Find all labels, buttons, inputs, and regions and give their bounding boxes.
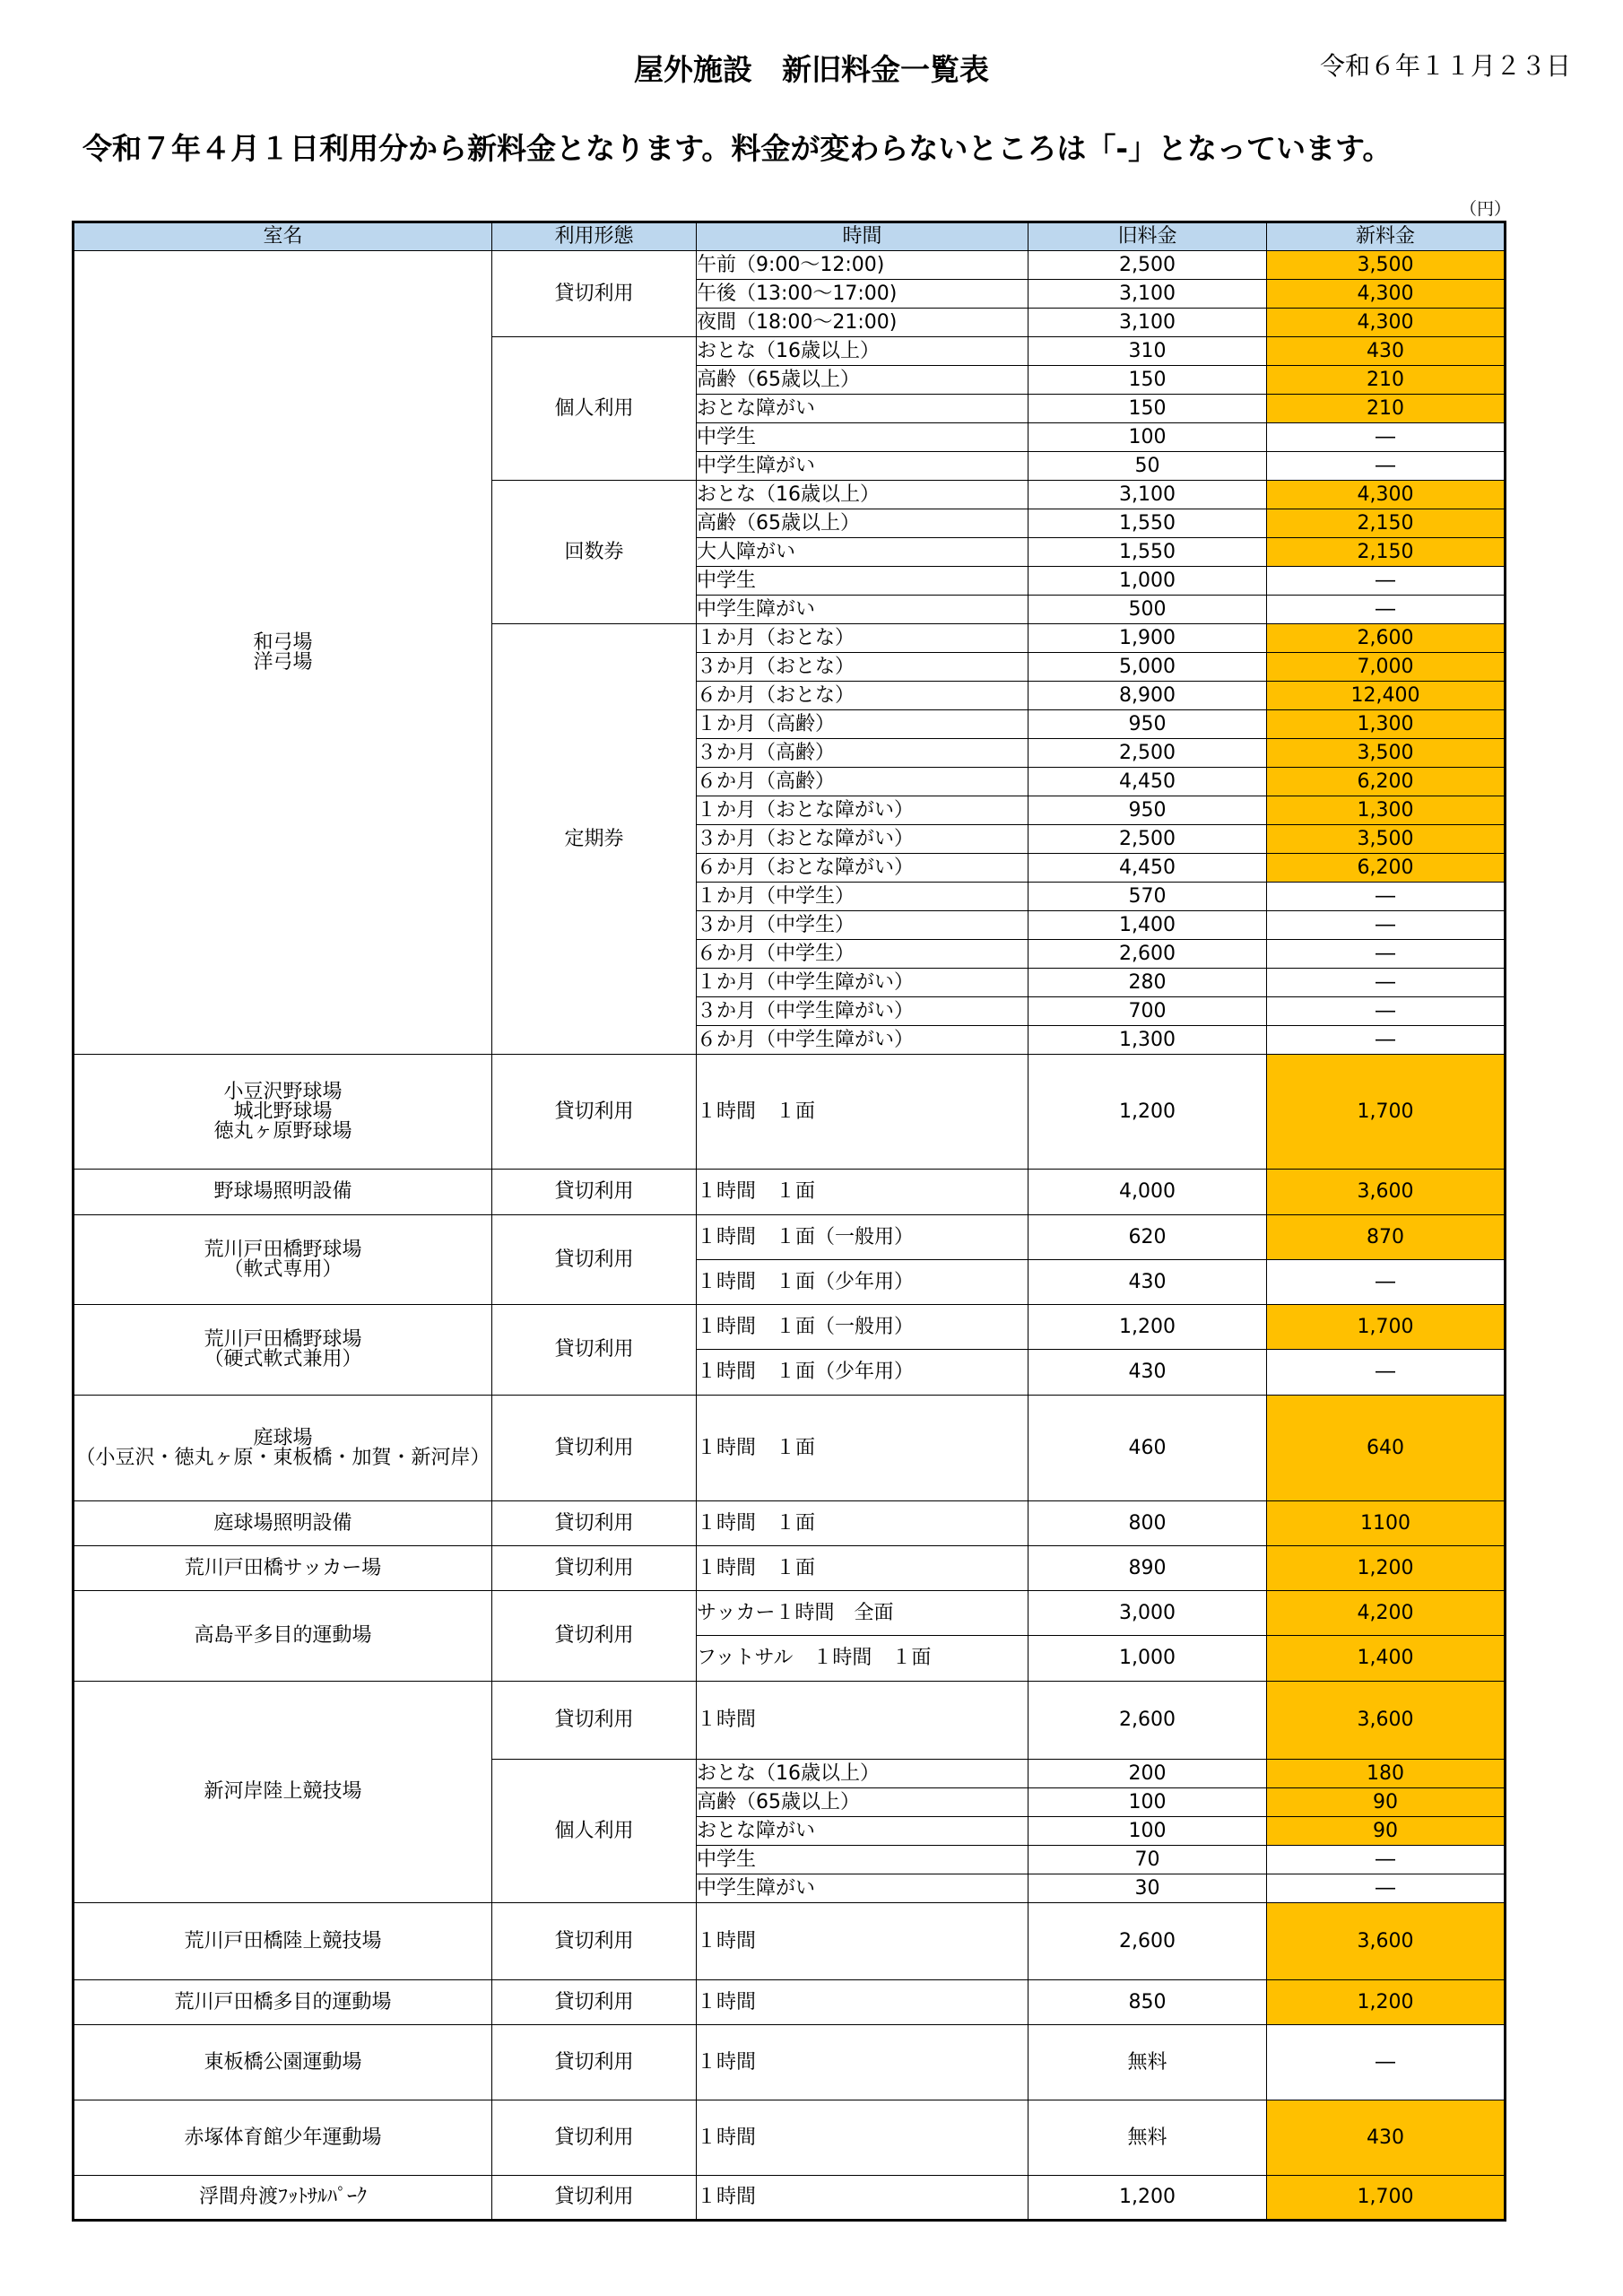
new-fee-cell: 3,600 — [1267, 1170, 1506, 1215]
new-fee-cell: 1,300 — [1267, 710, 1506, 739]
old-fee-cell: 890 — [1028, 1546, 1267, 1591]
old-fee-cell: 2,600 — [1028, 1682, 1267, 1760]
time-cell: １時間 — [697, 1682, 1028, 1760]
old-fee-cell: 70 — [1028, 1846, 1267, 1874]
old-fee-cell: 200 — [1028, 1760, 1267, 1788]
room-name-cell: 荒川戸田橋多目的運動場 — [74, 1980, 492, 2025]
new-fee-cell: 7,000 — [1267, 653, 1506, 682]
new-fee-cell: 1100 — [1267, 1501, 1506, 1546]
time-cell: １時間 １面 — [697, 1055, 1028, 1170]
old-fee-cell: 2,500 — [1028, 825, 1267, 854]
column-header-room: 室名 — [74, 222, 492, 251]
old-fee-cell: 500 — [1028, 596, 1267, 624]
old-fee-cell: 1,000 — [1028, 567, 1267, 596]
new-fee-cell: 2,600 — [1267, 624, 1506, 653]
old-fee-cell: 5,000 — [1028, 653, 1267, 682]
old-fee-cell: 100 — [1028, 1817, 1267, 1846]
old-fee-cell: 1,300 — [1028, 1026, 1267, 1055]
new-fee-cell: 4,200 — [1267, 1591, 1506, 1636]
new-fee-cell: ― — [1267, 940, 1506, 969]
old-fee-cell: 950 — [1028, 796, 1267, 825]
old-fee-cell: 430 — [1028, 1350, 1267, 1396]
old-fee-cell: 800 — [1028, 1501, 1267, 1546]
time-cell: 午後（13:00～17:00) — [697, 280, 1028, 309]
table-header-row — [74, 222, 1506, 251]
issue-date: 令和６年１１月２３日 — [1319, 51, 1571, 81]
old-fee-cell: 850 — [1028, 1980, 1267, 2025]
new-fee-cell: 3,600 — [1267, 1903, 1506, 1980]
usage-type-cell: 貸切利用 — [492, 1903, 697, 1980]
old-fee-cell: 4,450 — [1028, 854, 1267, 883]
old-fee-cell: 4,000 — [1028, 1170, 1267, 1215]
room-name-cell: 荒川戸田橋野球場 （軟式専用） — [74, 1215, 492, 1305]
time-cell: １か月（おとな障がい） — [697, 796, 1028, 825]
time-cell: ３か月（おとな） — [697, 653, 1028, 682]
new-fee-cell: 90 — [1267, 1788, 1506, 1817]
old-fee-cell: 280 — [1028, 969, 1267, 997]
new-fee-cell: ― — [1267, 2025, 1506, 2100]
time-cell: １か月（高齢） — [697, 710, 1028, 739]
new-fee-cell: ― — [1267, 911, 1506, 940]
column-header-old-fee: 旧料金 — [1028, 222, 1267, 251]
time-cell: １時間 １面 — [697, 1170, 1028, 1215]
old-fee-cell: 1,550 — [1028, 538, 1267, 567]
new-fee-cell: 4,300 — [1267, 309, 1506, 337]
usage-type-cell: 回数券 — [492, 481, 697, 624]
usage-type-cell: 貸切利用 — [492, 2176, 697, 2221]
time-cell: １時間 １面 — [697, 1396, 1028, 1501]
usage-type-cell: 個人利用 — [492, 337, 697, 481]
old-fee-cell: 4,450 — [1028, 768, 1267, 796]
new-fee-cell: ― — [1267, 452, 1506, 481]
old-fee-cell: 620 — [1028, 1215, 1267, 1260]
notice-text: 令和７年４月１日利用分から新料金となります。料金が変わらないところは「-」となっています。 — [82, 131, 1393, 166]
room-name-cell: 野球場照明設備 — [74, 1170, 492, 1215]
time-cell: サッカー１時間 全面 — [697, 1591, 1028, 1636]
time-cell: おとな（16歳以上） — [697, 1760, 1028, 1788]
time-cell: １時間 １面（一般用） — [697, 1215, 1028, 1260]
time-cell: おとな（16歳以上） — [697, 481, 1028, 509]
new-fee-cell: 3,500 — [1267, 251, 1506, 280]
new-fee-cell: 6,200 — [1267, 854, 1506, 883]
old-fee-cell: 1,550 — [1028, 509, 1267, 538]
time-cell: 午前（9:00～12:00) — [697, 251, 1028, 280]
new-fee-cell: 430 — [1267, 337, 1506, 366]
usage-type-cell: 個人利用 — [492, 1760, 697, 1903]
unit-label: （円） — [1460, 199, 1512, 219]
new-fee-cell: ― — [1267, 1260, 1506, 1305]
new-fee-cell: ― — [1267, 596, 1506, 624]
time-cell: ６か月（中学生） — [697, 940, 1028, 969]
room-name-cell: 荒川戸田橋野球場 （硬式軟式兼用） — [74, 1305, 492, 1396]
new-fee-cell: ― — [1267, 1874, 1506, 1903]
table-row — [74, 1215, 1506, 1260]
table-row — [74, 1396, 1506, 1501]
table-row — [74, 2100, 1506, 2176]
new-fee-cell: 1,700 — [1267, 2176, 1506, 2221]
old-fee-cell: 3,000 — [1028, 1591, 1267, 1636]
new-fee-cell: 1,200 — [1267, 1980, 1506, 2025]
table-row — [74, 1305, 1506, 1350]
usage-type-cell: 定期券 — [492, 624, 697, 1055]
time-cell: ３か月（中学生障がい） — [697, 997, 1028, 1026]
old-fee-cell: 460 — [1028, 1396, 1267, 1501]
new-fee-cell: 12,400 — [1267, 682, 1506, 710]
column-header-time: 時間 — [697, 222, 1028, 251]
old-fee-cell: 150 — [1028, 395, 1267, 423]
time-cell: 高齢（65歳以上） — [697, 1788, 1028, 1817]
fee-table — [72, 221, 1506, 2222]
time-cell: ３か月（おとな障がい） — [697, 825, 1028, 854]
new-fee-cell: ― — [1267, 997, 1506, 1026]
old-fee-cell: 3,100 — [1028, 309, 1267, 337]
time-cell: ６か月（高齢） — [697, 768, 1028, 796]
time-cell: おとな（16歳以上） — [697, 337, 1028, 366]
time-cell: ６か月（中学生障がい） — [697, 1026, 1028, 1055]
table-row — [74, 2176, 1506, 2221]
time-cell: １時間 １面（少年用） — [697, 1260, 1028, 1305]
column-header-new-fee: 新料金 — [1267, 222, 1506, 251]
room-name-cell: 新河岸陸上競技場 — [74, 1682, 492, 1903]
room-name-cell: 荒川戸田橋陸上競技場 — [74, 1903, 492, 1980]
old-fee-cell: 1,000 — [1028, 1636, 1267, 1682]
old-fee-cell: 1,200 — [1028, 1055, 1267, 1170]
time-cell: １時間 — [697, 2025, 1028, 2100]
time-cell: ３か月（中学生） — [697, 911, 1028, 940]
old-fee-cell: 1,900 — [1028, 624, 1267, 653]
time-cell: １時間 １面（一般用） — [697, 1305, 1028, 1350]
time-cell: 大人障がい — [697, 538, 1028, 567]
table-row — [74, 1682, 1506, 1760]
usage-type-cell: 貸切利用 — [492, 251, 697, 337]
usage-type-cell: 貸切利用 — [492, 1215, 697, 1305]
usage-type-cell: 貸切利用 — [492, 1682, 697, 1760]
old-fee-cell: 30 — [1028, 1874, 1267, 1903]
page-title: 屋外施設 新旧料金一覧表 — [634, 52, 989, 87]
old-fee-cell: 150 — [1028, 366, 1267, 395]
old-fee-cell: 2,500 — [1028, 739, 1267, 768]
time-cell: 中学生 — [697, 567, 1028, 596]
new-fee-cell: ― — [1267, 1846, 1506, 1874]
new-fee-cell: ― — [1267, 1026, 1506, 1055]
time-cell: ６か月（おとな） — [697, 682, 1028, 710]
column-header-usage: 利用形態 — [492, 222, 697, 251]
new-fee-cell: ― — [1267, 423, 1506, 452]
room-name-cell: 高島平多目的運動場 — [74, 1591, 492, 1682]
usage-type-cell: 貸切利用 — [492, 1591, 697, 1682]
new-fee-cell: ― — [1267, 1350, 1506, 1396]
room-name-cell: 赤塚体育館少年運動場 — [74, 2100, 492, 2176]
usage-type-cell: 貸切利用 — [492, 1501, 697, 1546]
new-fee-cell: ― — [1267, 567, 1506, 596]
time-cell: １か月（中学生） — [697, 883, 1028, 911]
old-fee-cell: 無料 — [1028, 2100, 1267, 2176]
new-fee-cell: ― — [1267, 883, 1506, 911]
time-cell: １か月（おとな） — [697, 624, 1028, 653]
room-name-cell: 庭球場 （小豆沢・徳丸ヶ原・東板橋・加賀・新河岸） — [74, 1396, 492, 1501]
time-cell: １時間 １面 — [697, 1501, 1028, 1546]
new-fee-cell: 2,150 — [1267, 538, 1506, 567]
usage-type-cell: 貸切利用 — [492, 2025, 697, 2100]
old-fee-cell: 50 — [1028, 452, 1267, 481]
new-fee-cell: 3,600 — [1267, 1682, 1506, 1760]
new-fee-cell: 90 — [1267, 1817, 1506, 1846]
usage-type-cell: 貸切利用 — [492, 1546, 697, 1591]
new-fee-cell: 3,500 — [1267, 739, 1506, 768]
old-fee-cell: 8,900 — [1028, 682, 1267, 710]
time-cell: 高齢（65歳以上） — [697, 366, 1028, 395]
new-fee-cell: 1,700 — [1267, 1305, 1506, 1350]
new-fee-cell: 210 — [1267, 366, 1506, 395]
old-fee-cell: 2,600 — [1028, 1903, 1267, 1980]
time-cell: ３か月（高齢） — [697, 739, 1028, 768]
table-row — [74, 2025, 1506, 2100]
old-fee-cell: 2,600 — [1028, 940, 1267, 969]
old-fee-cell: 310 — [1028, 337, 1267, 366]
time-cell: １時間 — [697, 1980, 1028, 2025]
table-row — [74, 1980, 1506, 2025]
usage-type-cell: 貸切利用 — [492, 1055, 697, 1170]
usage-type-cell: 貸切利用 — [492, 1396, 697, 1501]
old-fee-cell: 1,200 — [1028, 2176, 1267, 2221]
time-cell: １時間 １面（少年用） — [697, 1350, 1028, 1396]
new-fee-cell: 1,400 — [1267, 1636, 1506, 1682]
old-fee-cell: 無料 — [1028, 2025, 1267, 2100]
table-row — [74, 1903, 1506, 1980]
old-fee-cell: 1,400 — [1028, 911, 1267, 940]
time-cell: おとな障がい — [697, 1817, 1028, 1846]
room-name-cell: 浮間舟渡ﾌｯﾄｻﾙﾊﾟｰｸ — [74, 2176, 492, 2221]
new-fee-cell: 4,300 — [1267, 280, 1506, 309]
table-row — [74, 1055, 1506, 1170]
table-row — [74, 1546, 1506, 1591]
old-fee-cell: 3,100 — [1028, 280, 1267, 309]
time-cell: 中学生 — [697, 1846, 1028, 1874]
time-cell: おとな障がい — [697, 395, 1028, 423]
time-cell: ６か月（おとな障がい） — [697, 854, 1028, 883]
time-cell: １時間 — [697, 2100, 1028, 2176]
old-fee-cell: 700 — [1028, 997, 1267, 1026]
new-fee-cell: 4,300 — [1267, 481, 1506, 509]
old-fee-cell: 950 — [1028, 710, 1267, 739]
old-fee-cell: 3,100 — [1028, 481, 1267, 509]
table-row — [74, 251, 1506, 280]
time-cell: 中学生 — [697, 423, 1028, 452]
room-name-cell: 庭球場照明設備 — [74, 1501, 492, 1546]
old-fee-cell: 1,200 — [1028, 1305, 1267, 1350]
room-name-cell: 荒川戸田橋サッカー場 — [74, 1546, 492, 1591]
new-fee-cell: 1,700 — [1267, 1055, 1506, 1170]
new-fee-cell: 1,300 — [1267, 796, 1506, 825]
old-fee-cell: 2,500 — [1028, 251, 1267, 280]
time-cell: フットサル １時間 １面 — [697, 1636, 1028, 1682]
old-fee-cell: 430 — [1028, 1260, 1267, 1305]
time-cell: 夜間（18:00～21:00) — [697, 309, 1028, 337]
room-name-cell: 小豆沢野球場 城北野球場 徳丸ヶ原野球場 — [74, 1055, 492, 1170]
table-row — [74, 1501, 1506, 1546]
usage-type-cell: 貸切利用 — [492, 1170, 697, 1215]
new-fee-cell: 640 — [1267, 1396, 1506, 1501]
time-cell: １時間 １面 — [697, 1546, 1028, 1591]
new-fee-cell: 180 — [1267, 1760, 1506, 1788]
new-fee-cell: 870 — [1267, 1215, 1506, 1260]
table-row — [74, 1591, 1506, 1636]
new-fee-cell: 210 — [1267, 395, 1506, 423]
time-cell: 中学生障がい — [697, 596, 1028, 624]
new-fee-cell: 6,200 — [1267, 768, 1506, 796]
new-fee-cell: 430 — [1267, 2100, 1506, 2176]
usage-type-cell: 貸切利用 — [492, 1980, 697, 2025]
time-cell: 中学生障がい — [697, 452, 1028, 481]
room-name-cell: 東板橋公園運動場 — [74, 2025, 492, 2100]
old-fee-cell: 100 — [1028, 423, 1267, 452]
old-fee-cell: 570 — [1028, 883, 1267, 911]
usage-type-cell: 貸切利用 — [492, 2100, 697, 2176]
time-cell: １時間 — [697, 1903, 1028, 1980]
new-fee-cell: 2,150 — [1267, 509, 1506, 538]
new-fee-cell: 3,500 — [1267, 825, 1506, 854]
time-cell: 中学生障がい — [697, 1874, 1028, 1903]
new-fee-cell: ― — [1267, 969, 1506, 997]
usage-type-cell: 貸切利用 — [492, 1305, 697, 1396]
old-fee-cell: 100 — [1028, 1788, 1267, 1817]
room-name-cell: 和弓場 洋弓場 — [74, 251, 492, 1055]
table-row — [74, 1170, 1506, 1215]
time-cell: １時間 — [697, 2176, 1028, 2221]
time-cell: 高齢（65歳以上） — [697, 509, 1028, 538]
new-fee-cell: 1,200 — [1267, 1546, 1506, 1591]
time-cell: １か月（中学生障がい） — [697, 969, 1028, 997]
